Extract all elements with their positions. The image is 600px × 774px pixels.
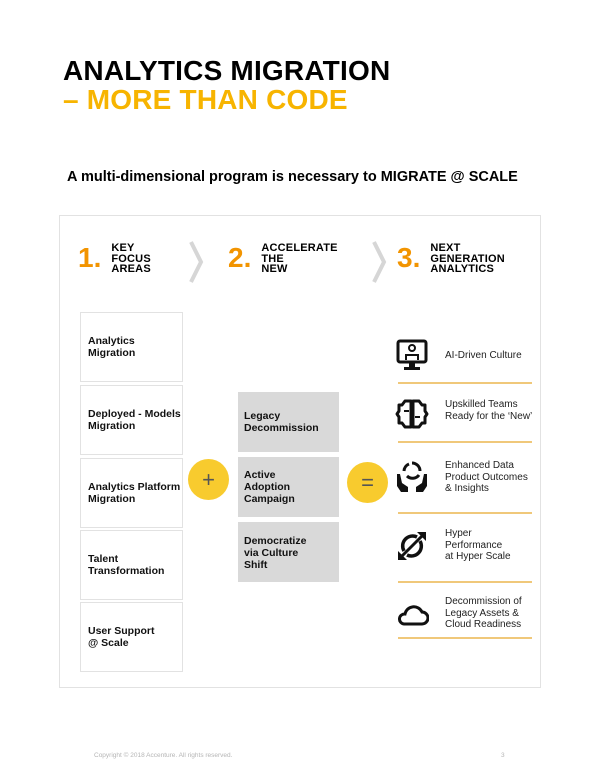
brain-icon: [395, 397, 429, 431]
chevron-right-icon: [371, 240, 387, 284]
outcome-label: Upskilled Teams Ready for the ‘New’: [445, 399, 533, 422]
step-number: 1.: [78, 242, 102, 273]
cloud-icon: [395, 598, 429, 632]
divider: [398, 581, 532, 583]
step-3: [397, 243, 505, 275]
scale-arrows-icon: [395, 529, 429, 563]
step-number: 3.: [397, 242, 421, 273]
step-1: [78, 243, 151, 275]
outcome-label: AI-Driven Culture: [445, 350, 522, 361]
title-line-2: – MORE THAN CODE: [63, 84, 348, 115]
monitor-person-icon: [395, 338, 429, 372]
accelerator-box: Legacy Decommission: [238, 392, 339, 452]
plus-operator: +: [188, 459, 229, 500]
focus-area-box: Deployed - Models Migration: [80, 385, 183, 455]
focus-area-box: Analytics Platform Migration: [80, 458, 183, 528]
subtitle: A multi-dimensional program is necessary to MIGRATE @ SCALE: [67, 169, 518, 185]
step-label: ACCELERATE THE NEW: [261, 242, 338, 275]
page-number: 3: [501, 752, 505, 759]
accelerator-box: Active Adoption Campaign: [238, 457, 339, 517]
outcome-label: Enhanced Data Product Outcomes & Insights: [445, 460, 528, 494]
focus-area-box: Talent Transformation: [80, 530, 183, 600]
accelerator-box: Democratize via Culture Shift: [238, 522, 339, 582]
focus-area-box: User Support @ Scale: [80, 602, 183, 672]
step-number: 2.: [228, 242, 252, 273]
divider: [398, 382, 532, 384]
divider: [398, 637, 532, 639]
title-line-1: ANALYTICS MIGRATION: [63, 55, 391, 86]
hands-cycle-icon: [395, 460, 429, 494]
page-title: [63, 56, 390, 114]
divider: [398, 441, 532, 443]
equals-operator: =: [347, 462, 388, 503]
step-label: KEY FOCUS AREAS: [111, 242, 151, 275]
focus-area-box: Analytics Migration: [80, 312, 183, 382]
step-2: [228, 243, 338, 275]
outcome-label: Hyper Performance at Hyper Scale: [445, 528, 511, 562]
chevron-right-icon: [188, 240, 204, 284]
divider: [398, 512, 532, 514]
outcome-label: Decommission of Legacy Assets & Cloud Readiness: [445, 596, 522, 630]
copyright-text: Copyright © 2018 Accenture. All rights reserved.: [94, 752, 233, 759]
step-label: NEXT GENERATION ANALYTICS: [430, 242, 505, 275]
